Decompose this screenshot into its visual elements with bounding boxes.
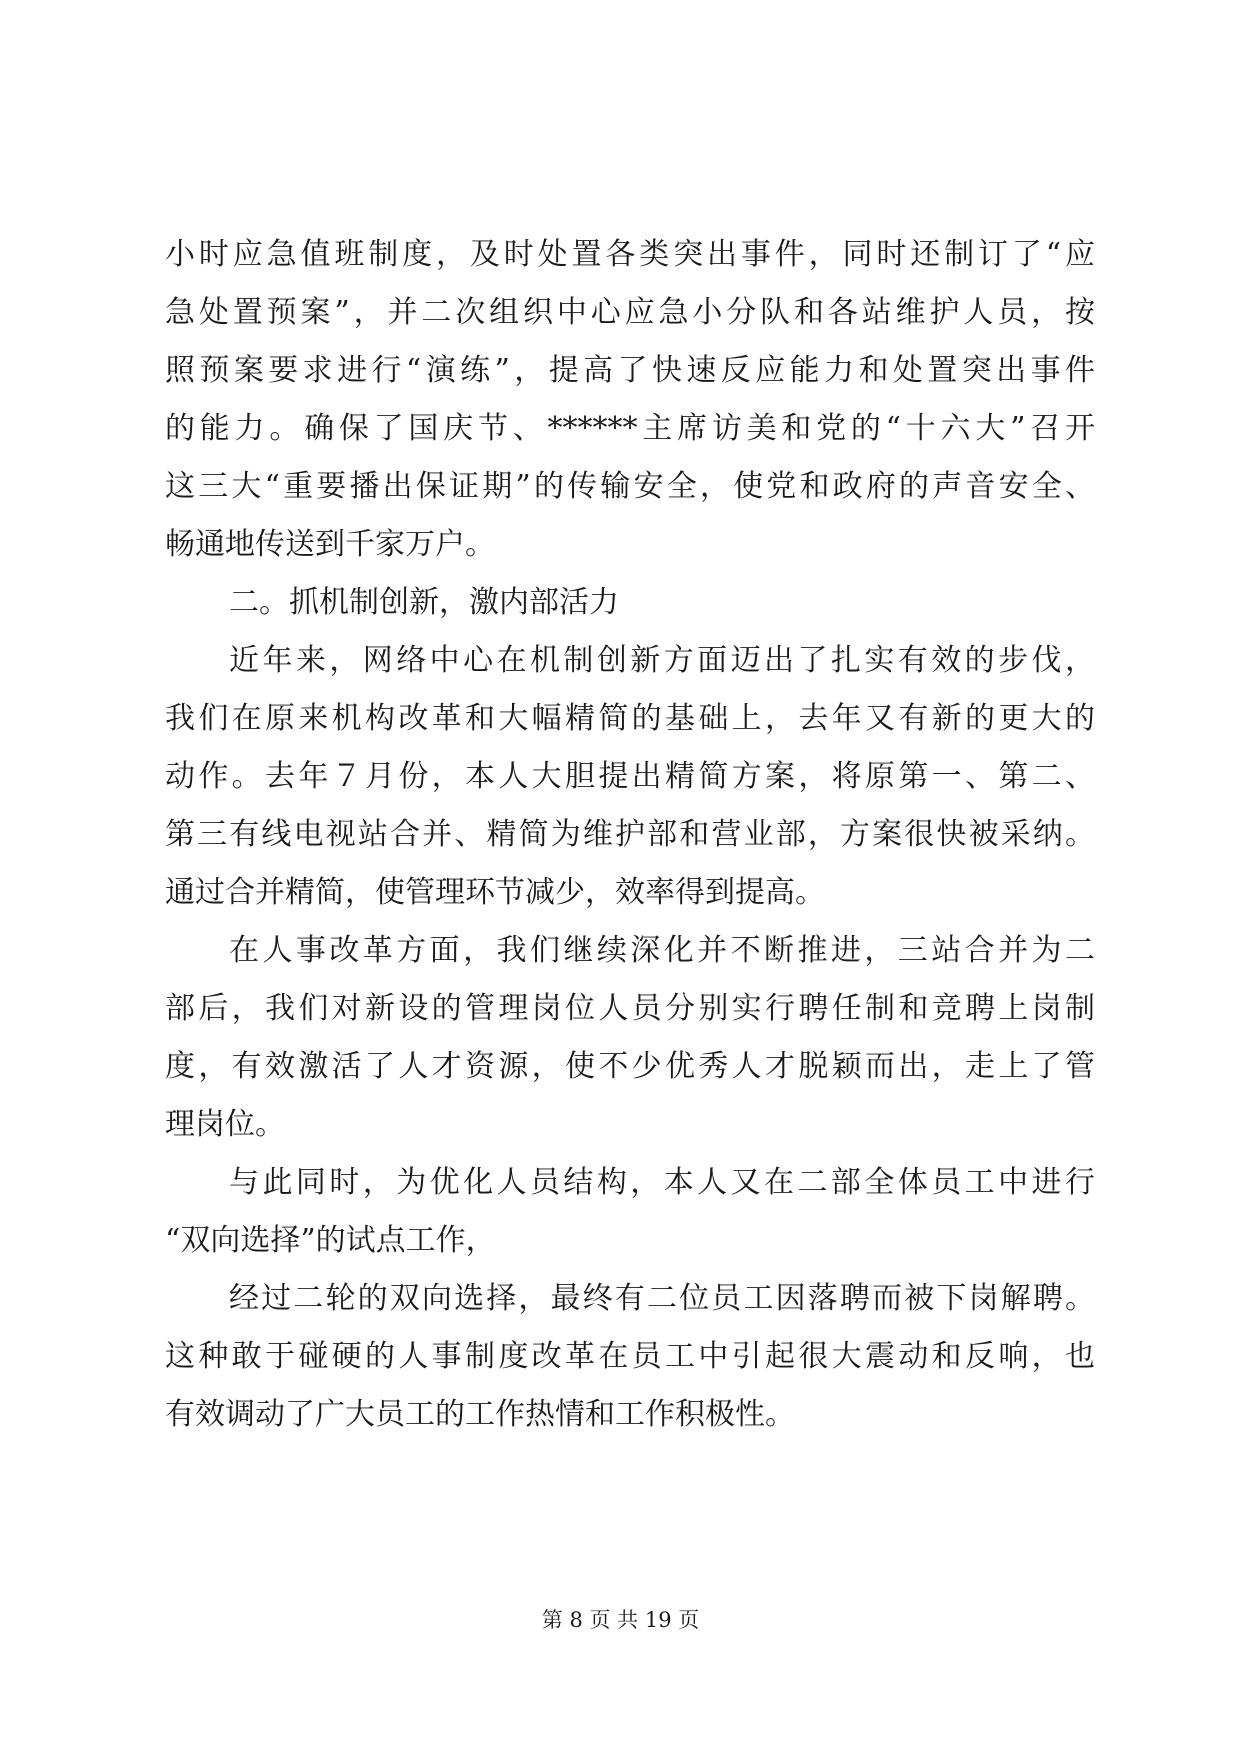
text-line: 通过合并精简，使管理环节减少，效率得到提高。: [165, 875, 825, 910]
text-line: “双向选择”的试点工作，: [165, 1223, 496, 1258]
paragraph-first-line: 近年来，网络中心在机制创新方面迈出了扎实有效的步伐，: [229, 643, 1095, 678]
paragraph-first-line: 经过二轮的双向选择，最终有二位员工因落聘而被下岗解聘。: [229, 1281, 1095, 1316]
section-heading: 二。抓机制创新，激内部活力: [229, 585, 619, 620]
paragraph-first-line: 在人事改革方面，我们继续深化并不断推进，三站合并为二: [229, 933, 1095, 968]
text-line: 动作。去年７月份，本人大胆提出精简方案，将原第一、第二、: [165, 759, 1095, 794]
body-text: [165, 226, 1095, 1444]
text-line: 有效调动了广大员工的工作热情和工作积极性。: [165, 1397, 795, 1432]
text-line: 度，有效激活了人才资源，使不少优秀人才脱颖而出，走上了管: [165, 1049, 1095, 1084]
text-line: 小时应急值班制度，及时处置各类突出事件，同时还制订了“应: [165, 237, 1095, 272]
text-line: 照预案要求进行“演练”，提高了快速反应能力和处置突出事件: [165, 353, 1095, 388]
text-line: 畅通地传送到千家万户。: [165, 527, 495, 562]
text-line: 的能力。确保了国庆节、******主席访美和党的“十六大”召开: [165, 411, 1095, 446]
paragraph-first-line: 与此同时，为优化人员结构，本人又在二部全体员工中进行: [229, 1165, 1095, 1200]
text-line: 这种敢于碰硬的人事制度改革在员工中引起很大震动和反响，也: [165, 1339, 1095, 1374]
text-line: 第三有线电视站合并、精简为维护部和营业部，方案很快被采纳。: [165, 817, 1095, 852]
text-line: 理岗位。: [165, 1107, 285, 1142]
text-line: 这三大“重要播出保证期”的传输安全，使党和政府的声音安全、: [165, 469, 1095, 504]
page-number-footer: 第 8 页 共 19 页: [541, 1608, 700, 1632]
text-line: 我们在原来机构改革和大幅精简的基础上，去年又有新的更大的: [165, 701, 1095, 736]
text-line: 急处置预案”，并二次组织中心应急小分队和各站维护人员，按: [165, 295, 1095, 330]
text-line: 部后，我们对新设的管理岗位人员分别实行聘任制和竞聘上岗制: [165, 991, 1095, 1026]
